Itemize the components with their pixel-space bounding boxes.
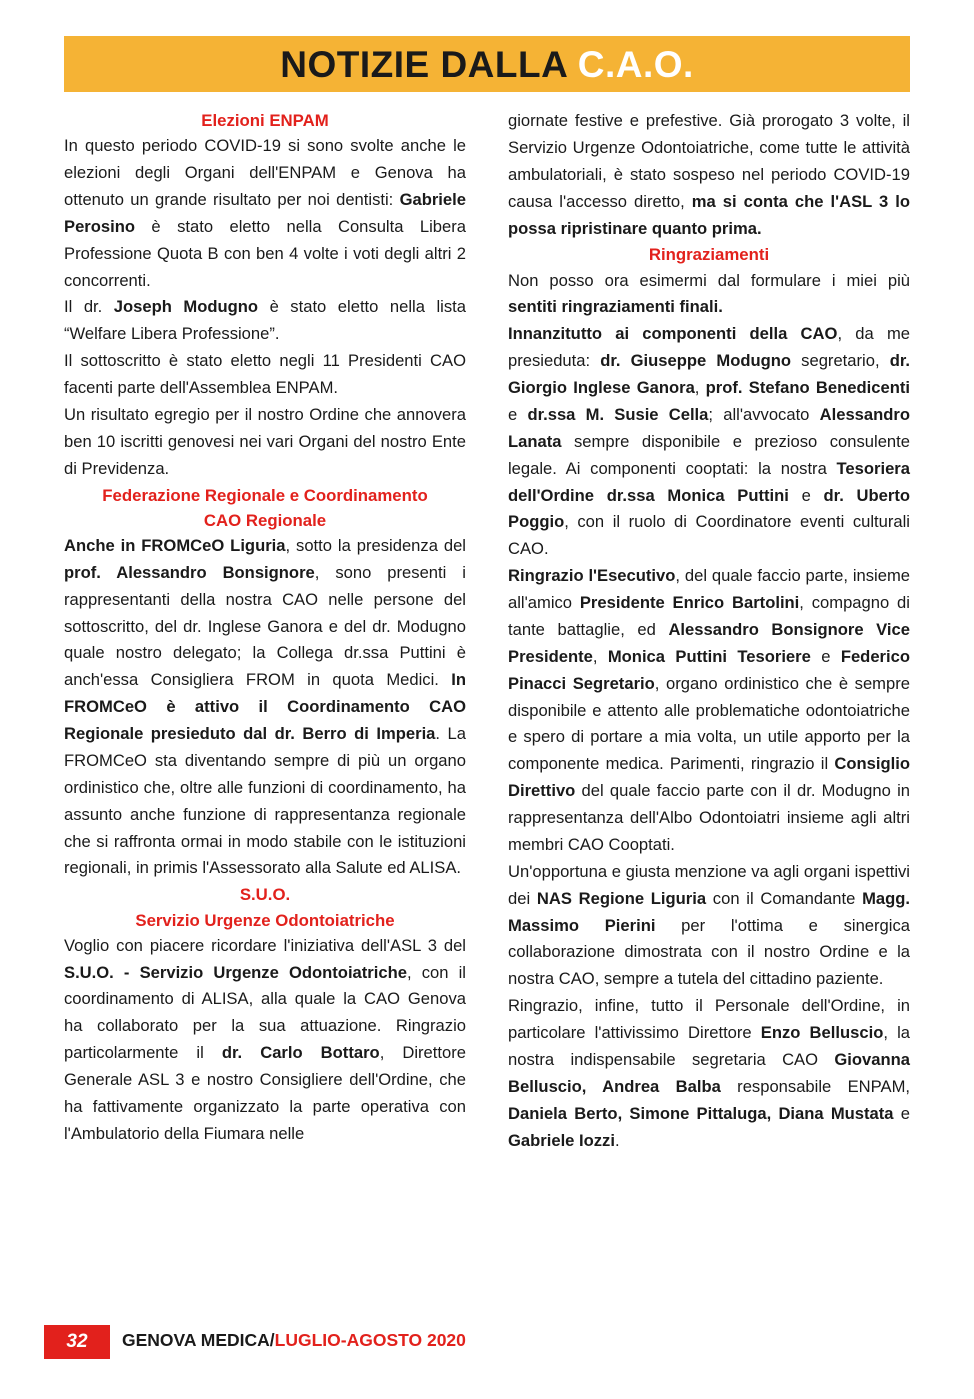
paragraph-ringraziamenti-1: [508, 268, 910, 322]
text-run: , sotto la presidenza del: [285, 535, 466, 555]
left-column: [64, 108, 466, 1154]
text-run-bold: Daniela Berto, Simone Pittaluga, Diana Mustata: [508, 1103, 894, 1123]
page-footer: [0, 1325, 974, 1359]
text-run: ,: [592, 646, 608, 666]
text-run: Non posso ora esimermi dal formulare i miei più: [508, 270, 910, 290]
text-run: Ringrazio, infine, tutto il Personale dell'Ordine, in particolare l'attivissimo Direttore: [508, 996, 910, 1043]
text-run: segretario,: [791, 351, 890, 371]
text-run-bold: Presidente Enrico Bartolini: [579, 593, 800, 613]
text-run: Un'opportuna e giusta menzione va agli organi ispettivi dei: [508, 861, 910, 908]
text-run: , compagno di tante battaglie, ed: [508, 593, 910, 639]
text-run: Il dr.: [64, 297, 114, 317]
text-run: , con il ruolo di Coordinatore eventi culturali CAO.: [508, 512, 910, 559]
paragraph-elezioni-2: [64, 294, 466, 348]
text-run: e: [788, 485, 824, 505]
text-run-bold: ma si conta che l'ASL 3 lo possa ripristinare quanto prima.: [508, 191, 910, 238]
text-run: . La FROMCeO sta diventando sempre di più un organo ordinistico che, oltre alle funzioni di coordinamento, ha assunto anche funzione di rappresentanza regionale che si raffronta ormai in modo stabile con le istituzioni regionali, in primis l'Assessorato alla Salute ed ALISA.: [64, 724, 466, 878]
paragraph-elezioni-1: [64, 133, 466, 294]
section-heading-suo: S.U.O.: [239, 885, 291, 905]
text-run-bold: Magg. Massimo Pierini: [508, 888, 911, 935]
text-run: ; all'avvocato: [708, 404, 820, 424]
text-run-bold: S.U.O. - Servizio Urgenze Odontoiatriche: [64, 962, 407, 982]
section-subheading-suo: Servizio Urgenze Odontoiatriche: [135, 910, 395, 930]
text-run: e: [893, 1103, 910, 1123]
text-run-bold: Gabriele Perosino: [64, 189, 466, 236]
footer-publication-name: GENOVA MEDICA/: [122, 1330, 275, 1350]
section-heading-federazione-line1: Federazione Regionale e Coordinamento: [102, 485, 428, 505]
right-column: [508, 108, 910, 1154]
text-run: sempre disponibile e prezioso consulente legale. Ai componenti cooptati: la nostra: [508, 431, 910, 478]
text-run-bold: In FROMCeO è attivo il Coordinamento CAO Regionale presieduto dal dr. Berro di Imperia: [64, 670, 466, 744]
text-run: è stato eletto nella Consulta Libera Professione Quota B con ben 4 volte i voti degli altri 2 concorrenti.: [64, 216, 466, 290]
text-run-bold: sentiti ringraziamenti finali.: [508, 297, 723, 317]
text-run-bold: Alessandro Bonsignore Vice Presidente: [508, 619, 911, 666]
text-run-bold: Anche in FROMCeO Liguria: [64, 535, 286, 555]
text-run-bold: Innanzitutto ai componenti della CAO: [508, 324, 838, 344]
text-run: del quale faccio parte con il dr. Modugno in rappresentanza dell'Albo Odontoiatri insieme agli altri membri CAO Cooptati.: [508, 781, 910, 854]
text-run-bold: Alessandro Lanata: [508, 404, 910, 451]
text-run-bold: dr. Giuseppe Modugno: [600, 351, 792, 371]
text-run: e: [810, 646, 841, 666]
text-run: e: [508, 404, 528, 424]
text-run: per l'ottima e sinergica collaborazione dimostrata con il nostro Ordine e la nostra CAO, sempre a tutela del cittadino paziente.: [508, 915, 910, 989]
text-run-bold: Consiglio Direttivo: [508, 754, 910, 801]
text-run: è stato eletto nella lista “Welfare Libera Professione”.: [64, 297, 466, 344]
paragraph-personale-ordine: [508, 993, 910, 1154]
section-heading-elezioni-enpam: Elezioni ENPAM: [201, 111, 329, 130]
page-number-badge: [44, 1325, 110, 1359]
article-columns: [64, 108, 910, 1154]
text-run-bold: prof. Alessandro Bonsignore: [64, 562, 315, 582]
text-run-bold: Monica Puttini Tesoriere: [607, 646, 811, 666]
paragraph-nas: [508, 859, 910, 993]
text-run: ,: [694, 378, 706, 398]
text-run: con il Comandante: [706, 888, 863, 908]
text-run: giornate festive e prefestive. Già prorogato 3 volte, il Servizio Urgenze Odontoiatriche, come tutte le attività ambulatoriali, è stato sospeso nel periodo COVID-19 causa l'accesso diretto,: [508, 111, 910, 211]
text-run: , da me presieduta:: [508, 324, 910, 371]
text-run-bold: dr. Carlo Bottaro: [221, 1043, 380, 1063]
page-header-banner: [64, 36, 910, 92]
text-run: , sono presenti i rappresentanti della nostra CAO nelle persone del sottoscritto, del dr. Inglese Ganora e del dr. Modugno quale nostro delegato; la Collega dr.ssa Puttini è anch'essa Consigliera FROM in quota Medici.: [64, 562, 466, 690]
section-heading-ringraziamenti: Ringraziamenti: [648, 245, 770, 265]
text-run: , la nostra indispensabile segretaria CAO: [508, 1023, 910, 1069]
paragraph-elezioni-3: Il sottoscritto è stato eletto negli 11 Presidenti CAO facenti parte dell'Assemblea ENPAM.: [64, 351, 466, 398]
text-run: Voglio con piacere ricordare l'iniziativa dell'ASL 3 del: [64, 935, 466, 955]
paragraph-fromceo: [64, 533, 466, 882]
paragraph-componenti-cao: [508, 321, 910, 563]
text-run-bold: NAS Regione Liguria: [536, 888, 707, 908]
paragraph-esecutivo: [508, 563, 910, 859]
text-run-bold: Gabriele Iozzi: [508, 1130, 615, 1150]
paragraph-elezioni-4: Un risultato egregio per il nostro Ordine che annovera ben 10 iscritti genovesi nei vari Organi del nostro Ente di Previdenza.: [64, 404, 466, 478]
text-run: , con il coordinamento di ALISA, alla quale la CAO Genova ha collaborato per la sua attuazione. Ringrazio particolarmente il: [64, 962, 466, 1063]
page-number: 32: [66, 1331, 88, 1352]
paragraph-suo: [64, 933, 466, 1148]
text-run-bold: prof. Stefano Benedicenti: [705, 378, 910, 398]
text-run-bold: Tesoriera dell'Ordine dr.ssa Monica Puttini: [508, 458, 910, 505]
text-run-bold: Federico Pinacci Segretario: [508, 646, 910, 693]
text-run: , organo ordinistico che è sempre disponibile e attento alle problematiche odontoiatriche e spero di portare a mia volta, un utile apporto per la componente medica. Parimenti, ringrazio il: [508, 673, 910, 774]
text-run-bold: Giovanna Belluscio, Andrea Balba: [508, 1049, 910, 1096]
text-run: , Direttore Generale ASL 3 e nostro Consigliere dell'Ordine, che ha fattivamente organizzato la parte operativa con l'Ambulatorio della Fiumara nelle: [64, 1043, 466, 1143]
paragraph-suo-continued: [508, 108, 910, 242]
text-run-bold: Ringrazio l'Esecutivo: [508, 566, 676, 586]
text-run: , del quale faccio parte, insieme all'amico: [508, 566, 910, 613]
text-run-bold: Joseph Modugno: [113, 297, 259, 317]
text-run-bold: dr. Uberto Poggio: [508, 485, 911, 532]
text-run: In questo periodo COVID-19 si sono svolte anche le elezioni degli Organi dell'ENPAM e Genova ha ottenuto un grande risultato per noi dentisti:: [64, 136, 466, 209]
page-title-accent: C.A.O.: [577, 43, 694, 85]
section-heading-federazione-line2: CAO Regionale: [203, 510, 327, 530]
footer-publication-line: [122, 1330, 466, 1351]
text-run: responsabile ENPAM,: [720, 1076, 910, 1096]
page-title-main: NOTIZIE DALLA: [280, 43, 578, 85]
text-run: .: [614, 1130, 620, 1150]
footer-issue-date: LUGLIO-AGOSTO 2020: [274, 1330, 466, 1350]
text-run-bold: dr.ssa M. Susie Cella: [527, 404, 709, 424]
text-run-bold: dr. Giorgio Inglese Ganora: [508, 351, 911, 398]
page-title: [280, 43, 694, 85]
text-run-bold: Enzo Belluscio: [760, 1023, 884, 1043]
